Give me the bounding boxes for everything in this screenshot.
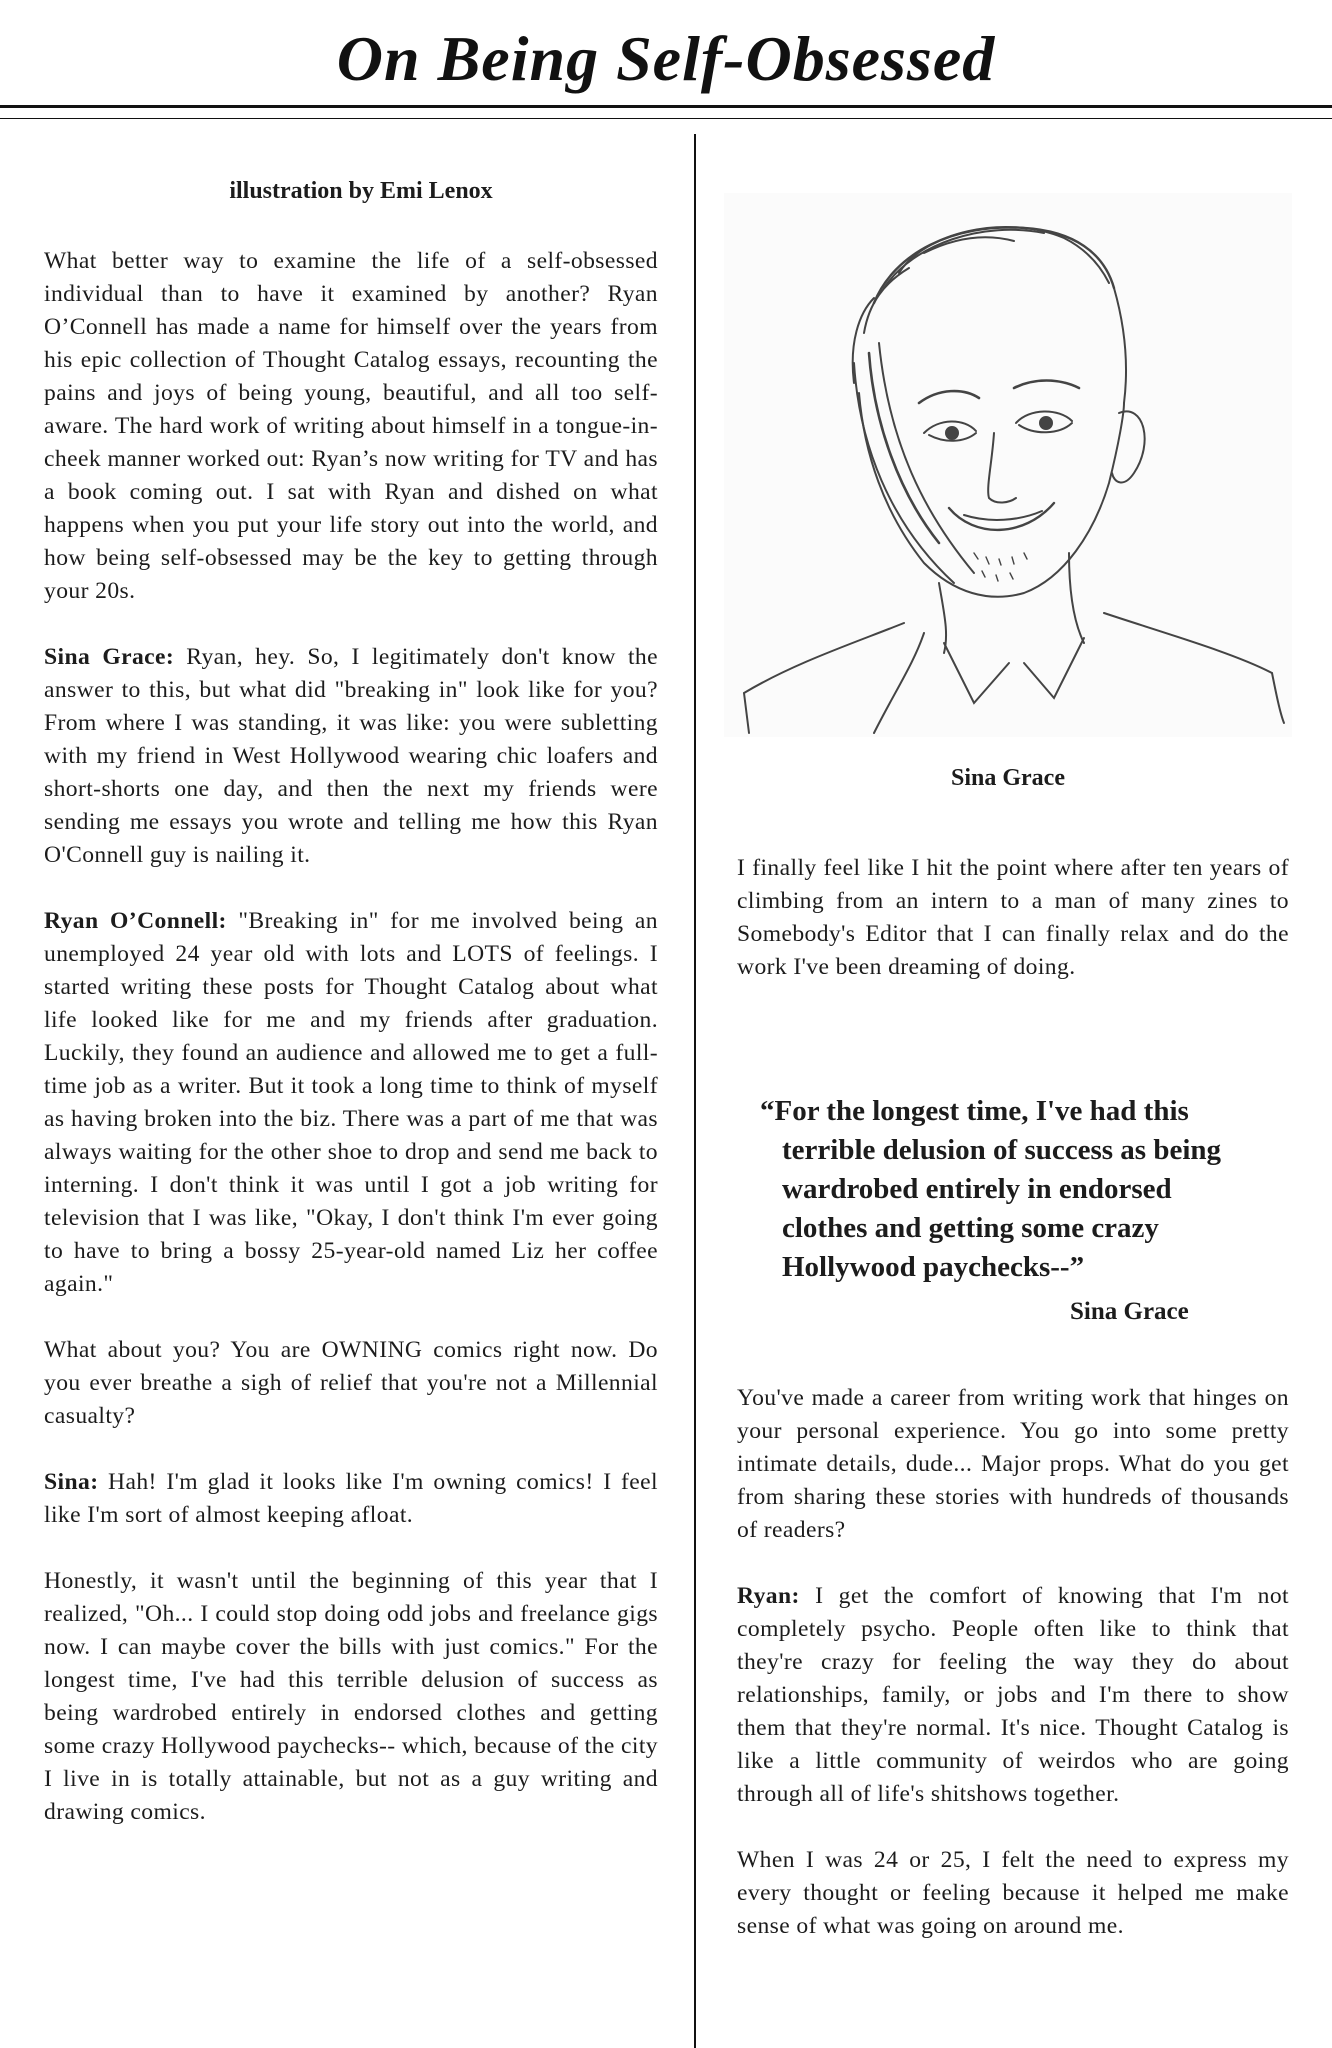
answer-2-continued-right: I finally feel like I hit the point where after ten years of climbing from an intern to a man of many zines to Somebody's Editor that I can finally relax and do the work I've been dreaming of doing. <box>737 855 1289 980</box>
answer-1 <box>44 905 658 1301</box>
pull-quote-attribution: Sina Grace <box>1070 1298 1189 1325</box>
pull-quote-line: terrible delusion of success as being <box>782 1134 1222 1166</box>
question-2: What about you? You are OWNING comics right now. Do you ever breathe a sigh of relief that you're not a Millennial casualty? <box>44 1337 658 1429</box>
right-column-bottom <box>737 1382 1289 1976</box>
intro-paragraph: What better way to examine the life of a self-obsessed individual than to have it examined by another? Ryan O’Connell has made a name for himself over the years from his epic collection of Thought Catalog essays, recounting the pains and joys of being young, beautiful, and all too self-aware. The hard work of writing about himself in a tongue-in-cheek manner worked out: Ryan’s now writing for TV and has a book coming out. I sat with Ryan and dished on what happens when you put your life story out into the world, and how being self-obsessed may be the key to getting through your 20s. <box>44 248 658 604</box>
speaker-name: Sina Grace: <box>44 644 175 670</box>
pull-quote-line: “For the longest time, I've had this <box>760 1095 1189 1127</box>
page-title: On Being Self-Obsessed <box>336 23 996 94</box>
speaker-name: Ryan: <box>737 1583 800 1609</box>
title-rule-thick <box>0 105 1332 108</box>
illustration-credit: illustration by Emi Lenox <box>229 178 493 204</box>
answer-3 <box>737 1580 1289 1811</box>
speaker-name: Ryan O’Connell: <box>44 908 227 934</box>
pull-quote-line: clothes and getting some crazy <box>782 1212 1159 1244</box>
left-column <box>44 178 658 1862</box>
pull-quote-line: Hollywood paychecks--” <box>782 1251 1085 1283</box>
right-column-top <box>737 852 1289 1017</box>
pencil-sketch-portrait-icon <box>724 193 1292 737</box>
title-rule-thin <box>0 118 1332 119</box>
illustration-caption: Sina Grace <box>951 765 1065 791</box>
question-text: Ryan, hey. So, I legitimately don't know the answer to this, but what did "breaking in" look like for you? From where I was standing, it was like: you were subletting with my friend in West Hollywood wearing chic loafers and short-shorts one day, and then the next my friends were sending me essays you wrote and telling me how this Ryan O'Connell guy is nailing it. <box>44 644 658 868</box>
answer-text: I get the comfort of knowing that I'm not completely psycho. People often like to think that they're crazy for feeling the way they do about relationships, family, or jobs and I'm there to show them that they're normal. It's nice. Thought Catalog is like a little community of weirdos who are going through all of life's shitshows together. <box>737 1583 1289 1807</box>
answer-2 <box>44 1466 658 1532</box>
column-divider <box>694 134 696 2048</box>
answer-3-continued: When I was 24 or 25, I felt the need to express my every thought or feeling because it helped me make sense of what was going on around me. <box>737 1847 1289 1939</box>
question-3: You've made a career from writing work that hinges on your personal experience. You go into some pretty intimate details, dude... Major props. What do you get from sharing these stories with hundreds of thousands of readers? <box>737 1385 1289 1543</box>
pull-quote <box>760 1092 1280 1287</box>
answer-text: "Breaking in" for me involved being an unemployed 24 year old with lots and LOTS of feelings. I started writing these posts for Thought Catalog about what life looked like for me and my friends after graduation. Luckily, they found an audience and allowed me to get a full-time job as a writer. But it took a long time to think of myself as having broken into the biz. There was a part of me that was always waiting for the other shoe to drop and send me back to interning. I don't think it was until I got a job writing for television that I was like, "Okay, I don't think I'm ever going to have to bring a bossy 25-year-old named Liz her coffee again." <box>44 908 658 1297</box>
pull-quote-line: wardrobed entirely in endorsed <box>782 1173 1172 1205</box>
answer-text: Hah! I'm glad it looks like I'm owning comics! I feel like I'm sort of almost keeping afloat. <box>44 1469 658 1528</box>
question-1 <box>44 641 658 872</box>
speaker-name: Sina: <box>44 1469 99 1495</box>
answer-2-continued: Honestly, it wasn't until the beginning of this year that I realized, "Oh... I could stop doing odd jobs and freelance gigs now. I can maybe cover the bills with just comics." For the longest time, I've had this terrible delusion of success as being wardrobed entirely in endorsed clothes and getting some crazy Hollywood paychecks-- which, because of the city I live in is totally attainable, but not as a guy writing and drawing comics. <box>44 1568 658 1825</box>
